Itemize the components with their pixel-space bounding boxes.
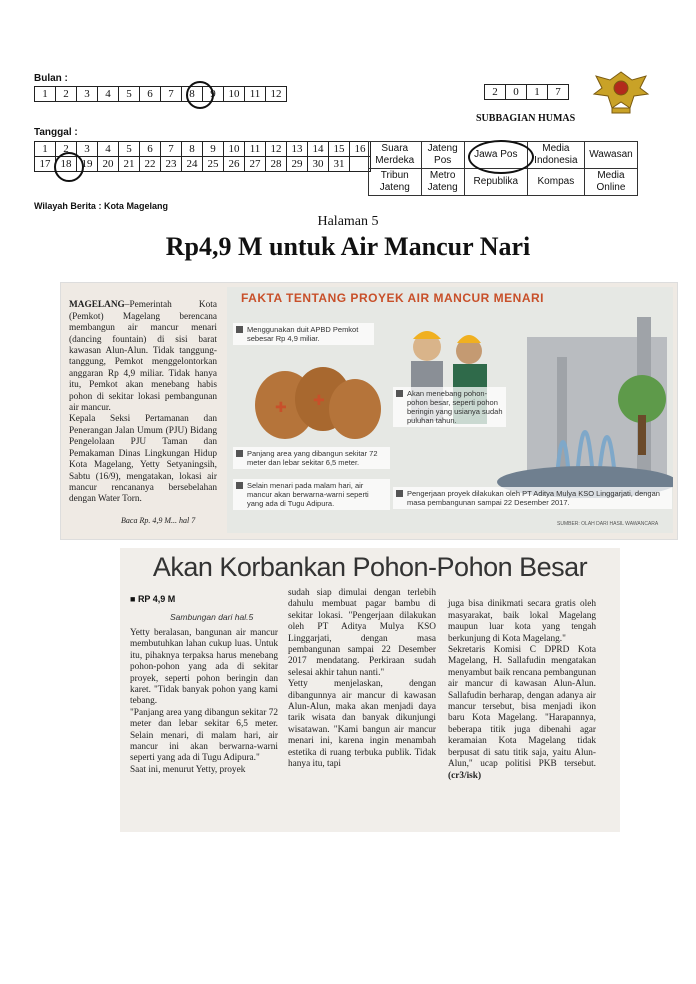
- infographic-title: FAKTA TENTANG PROYEK AIR MANCUR MENARI: [241, 291, 544, 305]
- date-cell-31: 31: [329, 157, 350, 172]
- halaman-label: Halaman 5: [317, 214, 379, 229]
- date-cell-17: 17: [35, 157, 56, 172]
- date-cell-29: 29: [287, 157, 308, 172]
- subbagian-label: SUBBAGIAN HUMAS: [476, 113, 576, 124]
- date-cell-6: 6: [140, 142, 161, 157]
- date-cell-21: 21: [119, 157, 140, 172]
- kicker: ■ RP 4,9 M: [130, 594, 176, 604]
- month-cell-2: 2: [56, 87, 77, 102]
- selected-date-circle: [54, 152, 84, 182]
- continued-col3: juga bisa dinikmati secara gratis oleh masyarakat, baik lokal Magelang maupun luar kota yang tengah berkunjung di Kota Magelang." Sekretaris Komisi C DPRD Kota Magelang, H. Sallafudin mengatakan menyambut baik rencana pembangunan air mancur di kawasan Alun-Alun. Sallafudin berharap, dengan adanya air mancur tersebut, bisa menjadi ikon baru Kota Magelang. "Harapannya, beberapa titik juga dibenahi agar keramaian Kota Magelang tidak berpusat di satu titik saja, yaitu Alun-Alun," ucap politisi PKB tersebut.: [448, 599, 596, 770]
- date-cell-3: 3: [77, 142, 98, 157]
- month-cell-10: 10: [224, 87, 245, 102]
- date-cell-19: 19: [77, 157, 98, 172]
- continued-ref: Baca Rp. 4,9 M... hal 7: [121, 516, 196, 525]
- date-cell-28: 28: [266, 157, 287, 172]
- infographic-source: SUMBER: OLAH DARI HASIL WAWANCARA: [557, 521, 659, 527]
- year-grid: [484, 84, 569, 100]
- date-grid: [34, 141, 371, 172]
- date-cell-30: 30: [308, 157, 329, 172]
- date-cell-10: 10: [224, 142, 245, 157]
- media-jateng-pos: Jateng Pos: [421, 142, 464, 169]
- svg-text:✚: ✚: [313, 393, 325, 409]
- date-cell-5: 5: [119, 142, 140, 157]
- date-cell-7: 7: [161, 142, 182, 157]
- media-tribun-jateng: Tribun Jateng: [369, 169, 422, 196]
- date-cell-26: 26: [224, 157, 245, 172]
- fact-pengerjaan: Pengerjaan proyek dilakukan oleh PT Aditya Mulya KSO Linggarjati, dengan masa pembangunan sampai 22 Desember 2017.: [393, 487, 672, 509]
- month-cell-12: 12: [266, 87, 287, 102]
- bulan-label: Bulan :: [34, 73, 68, 84]
- date-cell-9: 9: [203, 142, 224, 157]
- fact-area: Panjang area yang dibangun sekitar 72 meter dan lebar sekitar 6,5 meter.: [233, 447, 390, 469]
- year-digit-0: 0: [506, 85, 527, 100]
- dateline: MAGELANG: [69, 300, 125, 311]
- month-cell-1: 1: [35, 87, 56, 102]
- date-cell-15: 15: [329, 142, 350, 157]
- year-digit-7: 7: [548, 85, 569, 100]
- month-cell-8: 8: [182, 87, 203, 102]
- fact-warna: Selain menari pada malam hari, air mancur akan berwarna-warni seperti yang ada di Tugu Adipura.: [233, 479, 390, 510]
- wilayah-berita: Wilayah Berita : Kota Magelang: [34, 201, 168, 211]
- clipping-front-page: [60, 282, 678, 540]
- media-suara-merdeka: Suara Merdeka: [369, 142, 422, 169]
- month-cell-6: 6: [140, 87, 161, 102]
- date-cell-13: 13: [287, 142, 308, 157]
- continued-col2: sudah siap dimulai dengan terlebih dahulu membuat pagar bambu di sekitar lokasi. "Pengerjaan dilakukan oleh PT Aditya Mulya KSO Linggarjati, dengan masa pembangunan sampai 22 Desember 2017 mendatang. Perkiraan sudah selesai akhir tahun nanti." Yetty menjelaskan, dengan dibangunnya air mancur di kawasan Alun-Alun, maka akan menjadi daya tarik wisata dan banyak dikunjungi wisatawan. "Kami bangun air mancur menari ini, karena ingin menambah estetika di ruang terbuka publik. Tidak hanya itu, tapi: [288, 588, 436, 770]
- sambungan-note: Sambungan dari hal.5: [170, 612, 254, 622]
- month-cell-7: 7: [161, 87, 182, 102]
- media-wawasan: Wawasan: [584, 142, 637, 169]
- fact-apbd: Menggunakan duit APBD Pemkot sebesar Rp 4,9 miliar.: [233, 323, 374, 345]
- date-cell-18: 18: [56, 157, 77, 172]
- infographic: [227, 287, 673, 533]
- date-cell-8: 8: [182, 142, 203, 157]
- fact-pohon: Akan menebang pohon-pohon besar, seperti pohon beringin yang usianya sudah puluhan tahun.: [393, 387, 506, 427]
- date-cell-2: 2: [56, 142, 77, 157]
- media-media-indonesia: Media Indonesia: [527, 142, 584, 169]
- date-cell-16: 16: [350, 142, 371, 157]
- media-republika: Republika: [464, 169, 527, 196]
- date-cell-1: 1: [35, 142, 56, 157]
- selected-media-circle: [468, 140, 534, 174]
- media-jawa-pos: Jawa Pos: [464, 142, 527, 169]
- month-cell-5: 5: [119, 87, 140, 102]
- month-cell-11: 11: [245, 87, 266, 102]
- date-cell-11: 11: [245, 142, 266, 157]
- date-cell-14: 14: [308, 142, 329, 157]
- year-digit-2: 2: [485, 85, 506, 100]
- tanggal-label: Tanggal :: [34, 127, 78, 138]
- date-cell-12: 12: [266, 142, 287, 157]
- continued-col1: Yetty beralasan, bangunan air mancur membutuhkan lahan cukup luas. Untuk itu, pihaknya terpaksa harus menebang pohon-pohon yang ada di sekitar proyek, seperti pohon beringin dan karet. "Tidak banyak pohon yang kami tebang. "Panjang area yang dibangun sekitar 72 meter dan lebar sekitar 6,5 meter. Selain menari, di malam hari, air mancur ini akan berwarna-warni seperti yang ada di Tugu Adipura." Saat ini, menurut Yetty, proyek: [130, 628, 278, 775]
- month-grid: [34, 86, 287, 102]
- kicker-text: RP 4,9 M: [137, 594, 176, 604]
- date-cell-27: 27: [245, 157, 266, 172]
- year-digit-1: 1: [527, 85, 548, 100]
- svg-text:✚: ✚: [275, 400, 287, 416]
- article-title: Rp4,9 M untuk Air Mancur Nari: [165, 232, 531, 261]
- continued-title: Akan Korbankan Pohon-Pohon Besar: [152, 552, 588, 582]
- date-cell-23: 23: [161, 157, 182, 172]
- date-cell-22: 22: [140, 157, 161, 172]
- month-cell-4: 4: [98, 87, 119, 102]
- month-cell-3: 3: [77, 87, 98, 102]
- month-cell-9: 9: [203, 87, 224, 102]
- selected-month-circle: [186, 81, 214, 109]
- clipping-continued: [120, 548, 620, 832]
- garuda-emblem-icon: [590, 66, 652, 118]
- front-article-text: –Pemerintah Kota (Pemkot) Magelang berencana membangun air mancur menari (dancing fountain) di sisi barat kawasan Alun-Alun. Tidak tanggung-tanggung, Pemkot menggelontorkan anggaran Rp 4,9 miliar. Tidak hanya itu, Pemkot akan menebang habis pohon di sekitar lokasi pembangunan air mancur. Kepala Seksi Pertamanan dan Penerangan Jalan Umum (PJU) Bidang Pengelolaan PJU Taman dan Pemakaman Dinas Lingkungan Hidup Kota Magelang, Yetty Setyaningsih, Sabtu (16/9), mengatakan, lokasi air mancur rencananya bersebelahan dengan Water Torn.: [69, 300, 217, 505]
- date-cell-24: 24: [182, 157, 203, 172]
- signoff: (cr3/isk): [448, 770, 482, 781]
- date-cell-20: 20: [98, 157, 119, 172]
- media-metro-jateng: Metro Jateng: [421, 169, 464, 196]
- media-media-online: Media Online: [584, 169, 637, 196]
- media-kompas: Kompas: [527, 169, 584, 196]
- date-cell-4: 4: [98, 142, 119, 157]
- date-cell-25: 25: [203, 157, 224, 172]
